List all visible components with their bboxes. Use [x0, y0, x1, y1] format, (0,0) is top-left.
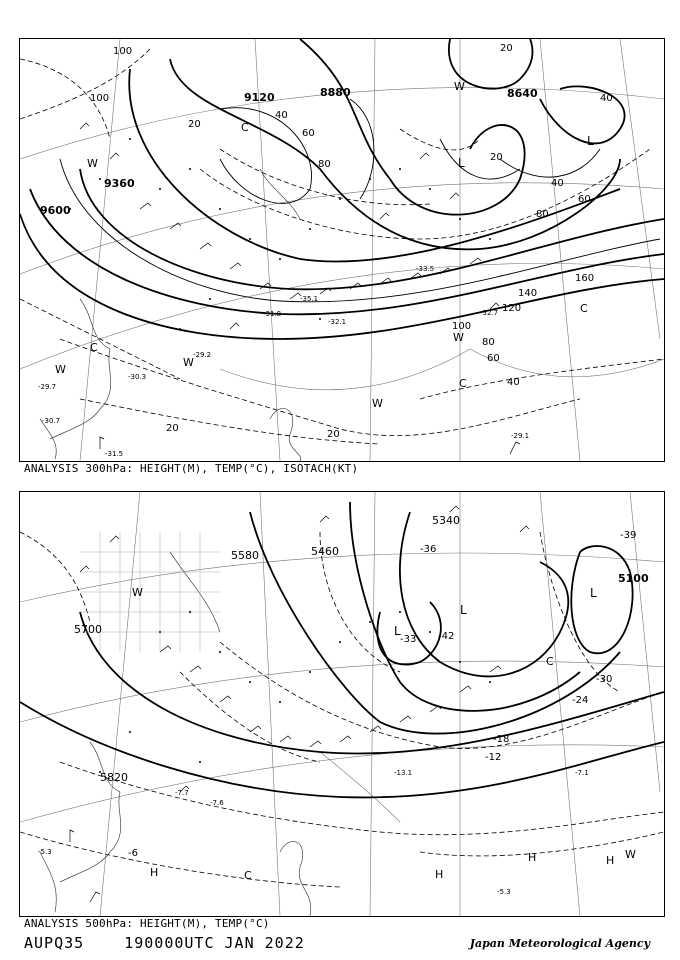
isotach-label: 80: [482, 337, 495, 348]
low-center: L: [460, 603, 467, 617]
warm-center: W: [55, 363, 66, 376]
temp-value: -32.7: [480, 309, 499, 317]
isotach-label: 100: [113, 46, 133, 57]
temp-value: -31.8: [263, 310, 282, 318]
chart-code: AUPQ35: [24, 934, 85, 952]
warm-center: W: [372, 397, 383, 410]
low-center: L: [587, 134, 594, 148]
high-center: H: [606, 854, 615, 867]
height-contours: [20, 502, 664, 797]
isotherm-label: -42: [438, 631, 455, 642]
upper-caption: ANALYSIS 300hPa: HEIGHT(M), TEMP(°C), ISOTACH(KT): [24, 462, 359, 475]
low-center: L: [458, 156, 465, 170]
temp-value: -5.3: [38, 848, 52, 856]
height-label-5340: 5340: [432, 514, 460, 527]
map-500hpa: [19, 491, 665, 917]
isotach-label: 40: [551, 178, 564, 189]
temp-value: -35.1: [300, 295, 319, 303]
isotach-label: 60: [302, 128, 315, 139]
lower-caption: ANALYSIS 500hPa: HEIGHT(M), TEMP(°C): [24, 917, 270, 930]
temp-value: -13.1: [394, 769, 413, 777]
temp-value: -30.3: [128, 373, 147, 381]
height-label-9600: 9600: [40, 204, 71, 217]
isotherm-label: -24: [572, 695, 589, 706]
temp-values: [38, 265, 529, 458]
isotherm-label: -36: [420, 544, 437, 555]
temp-value: -30.7: [42, 417, 61, 425]
height-label-8880: 8880: [320, 86, 351, 99]
cold-center: C: [546, 655, 554, 668]
low-center: L: [590, 586, 597, 600]
high-center: H: [435, 868, 444, 881]
agency-name: Japan Meteorological Agency: [469, 937, 650, 950]
high-center: H: [528, 851, 537, 864]
temp-value: -5.3: [497, 888, 511, 896]
analysis-time: 190000UTC JAN 2022: [124, 934, 305, 952]
cold-center: C: [244, 869, 252, 882]
high-center: H: [150, 866, 159, 879]
height-label-5820: 5820: [100, 771, 128, 784]
warm-center: W: [183, 356, 194, 369]
isotherm-label: -39: [620, 530, 637, 541]
temp-value: -31.5: [105, 450, 124, 458]
temp-value: -7.6: [210, 799, 224, 807]
temp-value: -33.5: [416, 265, 435, 273]
warm-center: W: [625, 848, 636, 861]
coastlines: [40, 169, 301, 461]
isotherm-label: -12: [485, 752, 502, 763]
temp-value: -29.2: [193, 351, 212, 359]
cold-center: C: [580, 302, 588, 315]
isotach-label: 60: [578, 194, 591, 205]
cold-center: C: [90, 341, 98, 354]
warm-center: W: [87, 157, 98, 170]
isotach-label: 40: [275, 110, 288, 121]
isotherm-label: -6: [128, 848, 138, 859]
map-300hpa: [19, 38, 665, 462]
isotach-label: 140: [518, 288, 538, 299]
isotach-label: 20: [500, 43, 513, 54]
height-label-5100: 5100: [618, 572, 649, 585]
height-labels: [40, 86, 538, 217]
temp-value: -29.7: [38, 383, 57, 391]
map-300hpa-canvas: [20, 39, 664, 461]
isotach-label: 20: [327, 429, 340, 440]
chart-footer: [24, 934, 335, 952]
height-label-9360: 9360: [104, 177, 135, 190]
graticule: [20, 492, 664, 916]
isotherm-lines: [20, 49, 664, 444]
isotherm-label: -30: [596, 674, 613, 685]
isotach-label: 160: [575, 273, 595, 284]
isotach-label: 100: [90, 93, 110, 104]
isotach-label: 20: [166, 423, 179, 434]
warm-center: W: [453, 331, 464, 344]
isotach-label: 100: [452, 321, 472, 332]
isotach-labels: [90, 43, 613, 440]
height-label-5460: 5460: [311, 545, 339, 558]
isotach-label: 20: [188, 119, 201, 130]
height-label-8640: 8640: [507, 87, 538, 100]
temp-value: -7.7: [175, 789, 189, 797]
isotach-label: 40: [507, 377, 520, 388]
isotherm-label: -18: [493, 734, 510, 745]
graticule: [20, 39, 664, 461]
temp-value: -29.1: [511, 432, 530, 440]
isotach-label: 80: [536, 209, 549, 220]
isotach-label: 120: [502, 303, 522, 314]
height-label-9120: 9120: [244, 91, 275, 104]
isotherm-label: -33: [400, 634, 417, 645]
temp-value: -32.1: [328, 318, 347, 326]
height-label-5700: 5700: [74, 623, 102, 636]
low-center: L: [394, 624, 401, 638]
cold-center: C: [459, 377, 467, 390]
map-500hpa-canvas: [20, 492, 664, 916]
height-label-5580: 5580: [231, 549, 259, 562]
warm-center: W: [132, 586, 143, 599]
warm-center: W: [454, 80, 465, 93]
isotach-label: 40: [600, 93, 613, 104]
isotherm-lines: [20, 532, 664, 887]
isotach-label: 60: [487, 353, 500, 364]
temp-value: -7.1: [575, 769, 589, 777]
isotach-label: 80: [318, 159, 331, 170]
cold-center: C: [241, 121, 249, 134]
isotach-label: 20: [490, 152, 503, 163]
